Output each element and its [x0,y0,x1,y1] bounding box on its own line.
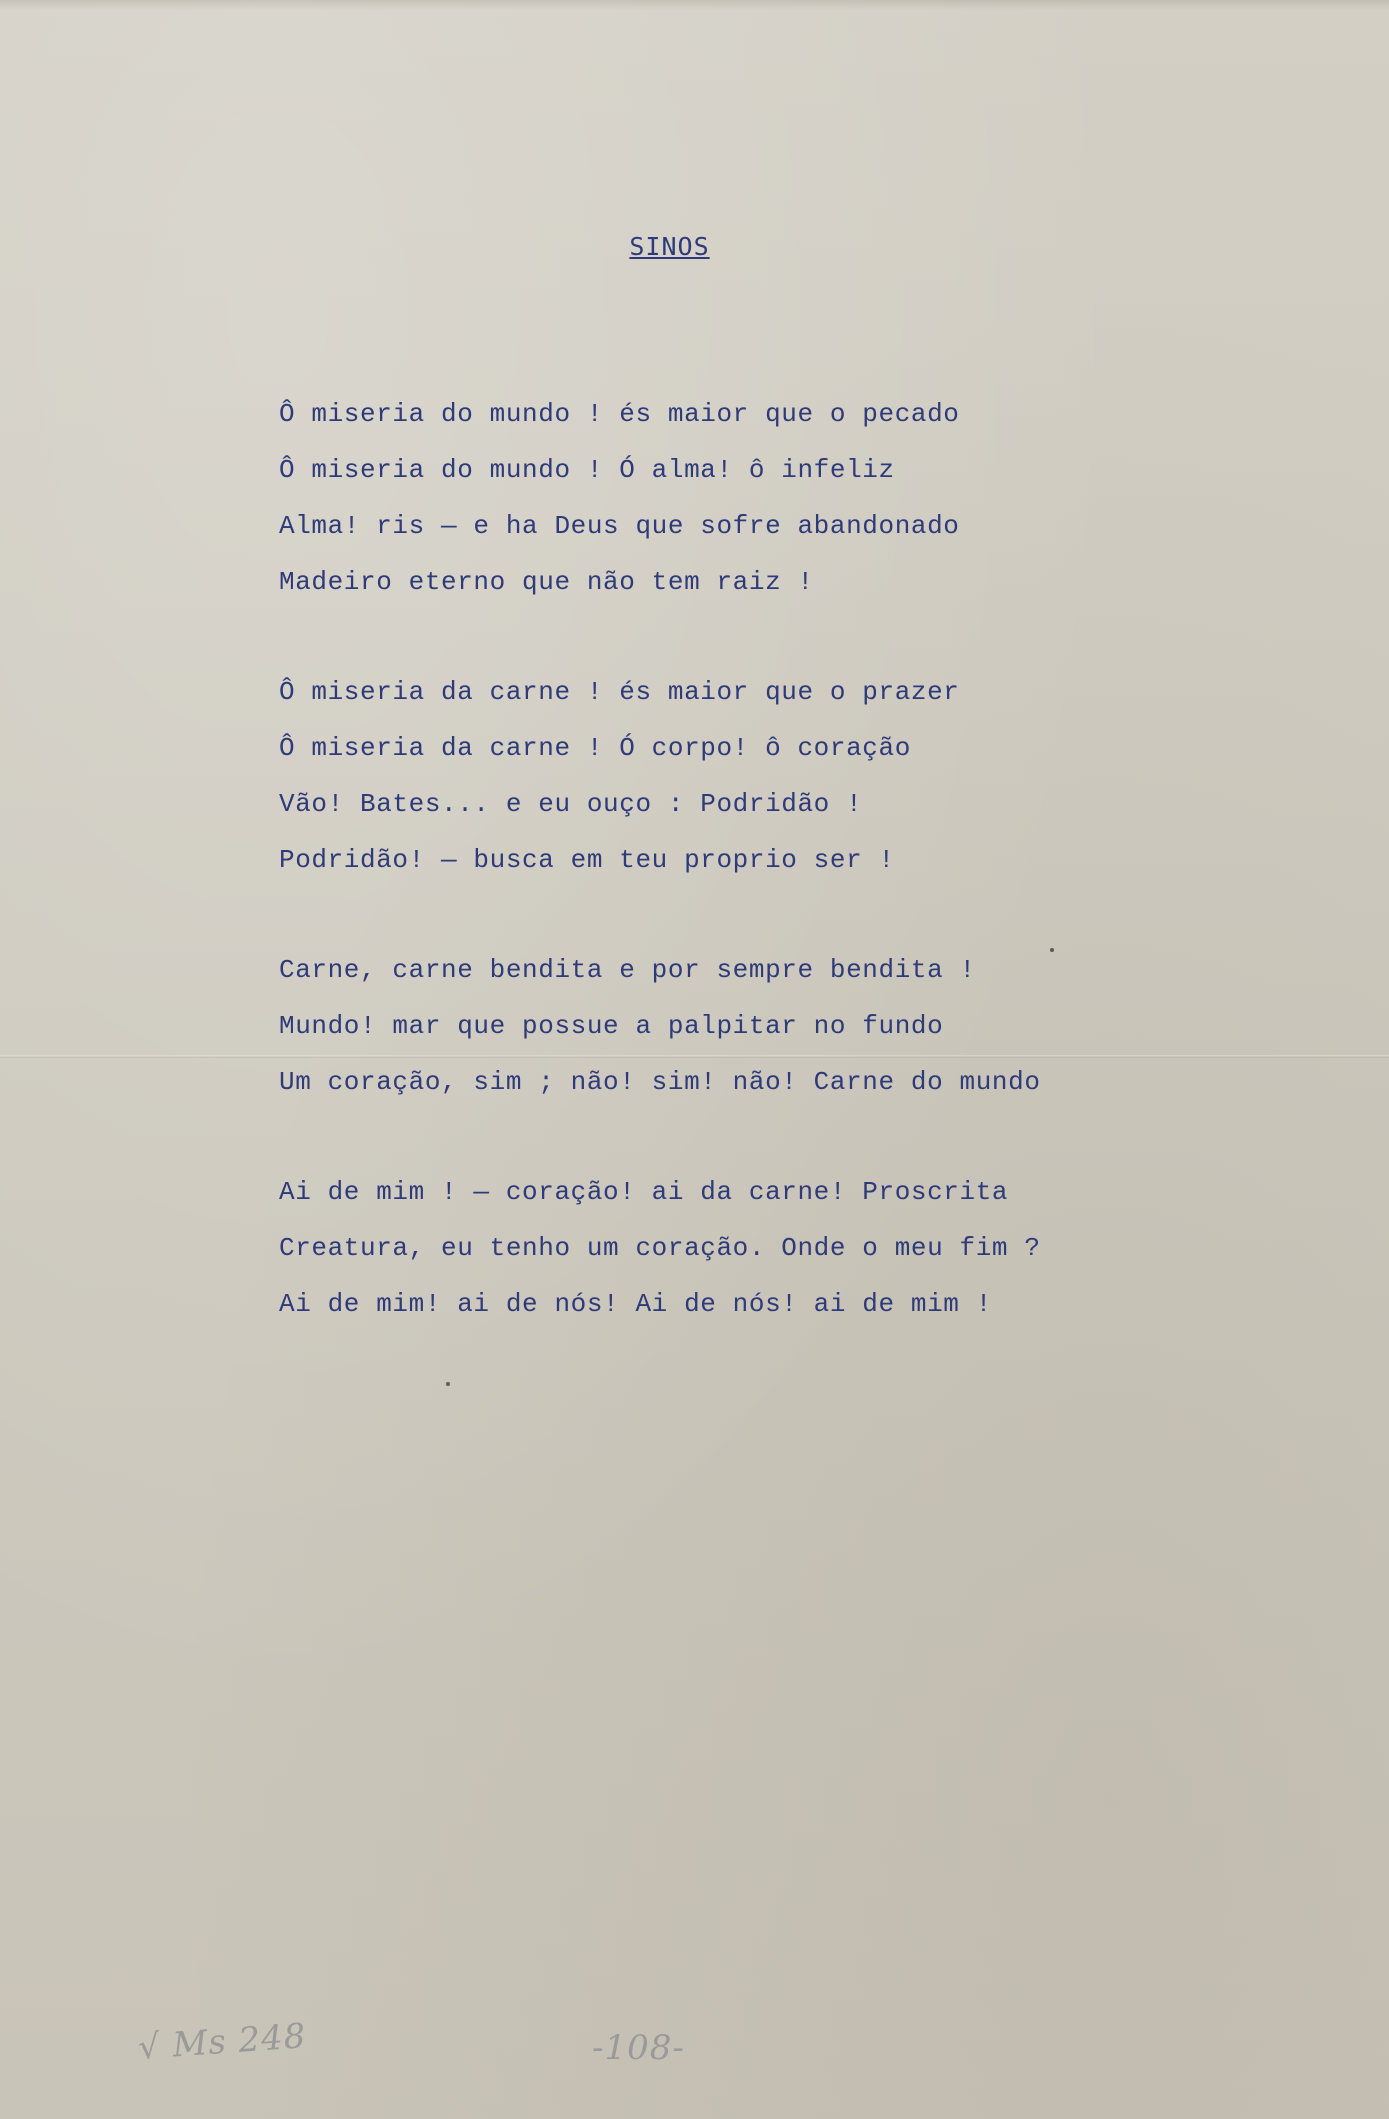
verse-line: Ai de mim! ai de nós! Ai de nós! ai de mim ! [279,1289,992,1319]
verse-line: Vão! Bates... e eu ouço : Podridão ! [279,789,863,819]
poem-title: SINOS [629,232,710,261]
stanza-1 [279,395,1279,619]
verse-line: Ô miseria do mundo ! Ó alma! ô infeliz [279,455,895,485]
verse-line: Alma! ris — e ha Deus que sofre abandonado [279,511,960,541]
verse-line: Creatura, eu tenho um coração. Onde o meu fim ? [279,1233,1041,1263]
verse-line: Mundo! mar que possue a palpitar no fundo [279,1011,944,1041]
handwritten-reference: √ Ms 248 [136,2016,308,2068]
ink-speck [1050,948,1054,952]
paper-edge [0,0,1389,10]
verse-line: Um coração, sim ; não! sim! não! Carne do mundo [279,1067,1041,1097]
stanza-2 [279,673,1279,897]
poem-body [279,395,1279,1395]
verse-line: Ô miseria do mundo ! és maior que o pecado [279,399,960,429]
stanza-4 [279,1173,1279,1341]
verse-line: Carne, carne bendita e por sempre bendita ! [279,955,976,985]
verse-line: Madeiro eterno que não tem raiz ! [279,567,814,597]
ink-speck [446,1382,450,1386]
verse-line: Ô miseria da carne ! és maior que o prazer [279,677,960,707]
stanza-3 [279,951,1279,1119]
verse-line: Ai de mim ! — coração! ai da carne! Proscrita [279,1177,1009,1207]
verse-line: Podridão! — busca em teu proprio ser ! [279,845,895,875]
verse-line: Ô miseria da carne ! Ó corpo! ô coração [279,733,911,763]
page-number: -108- [592,2028,685,2068]
